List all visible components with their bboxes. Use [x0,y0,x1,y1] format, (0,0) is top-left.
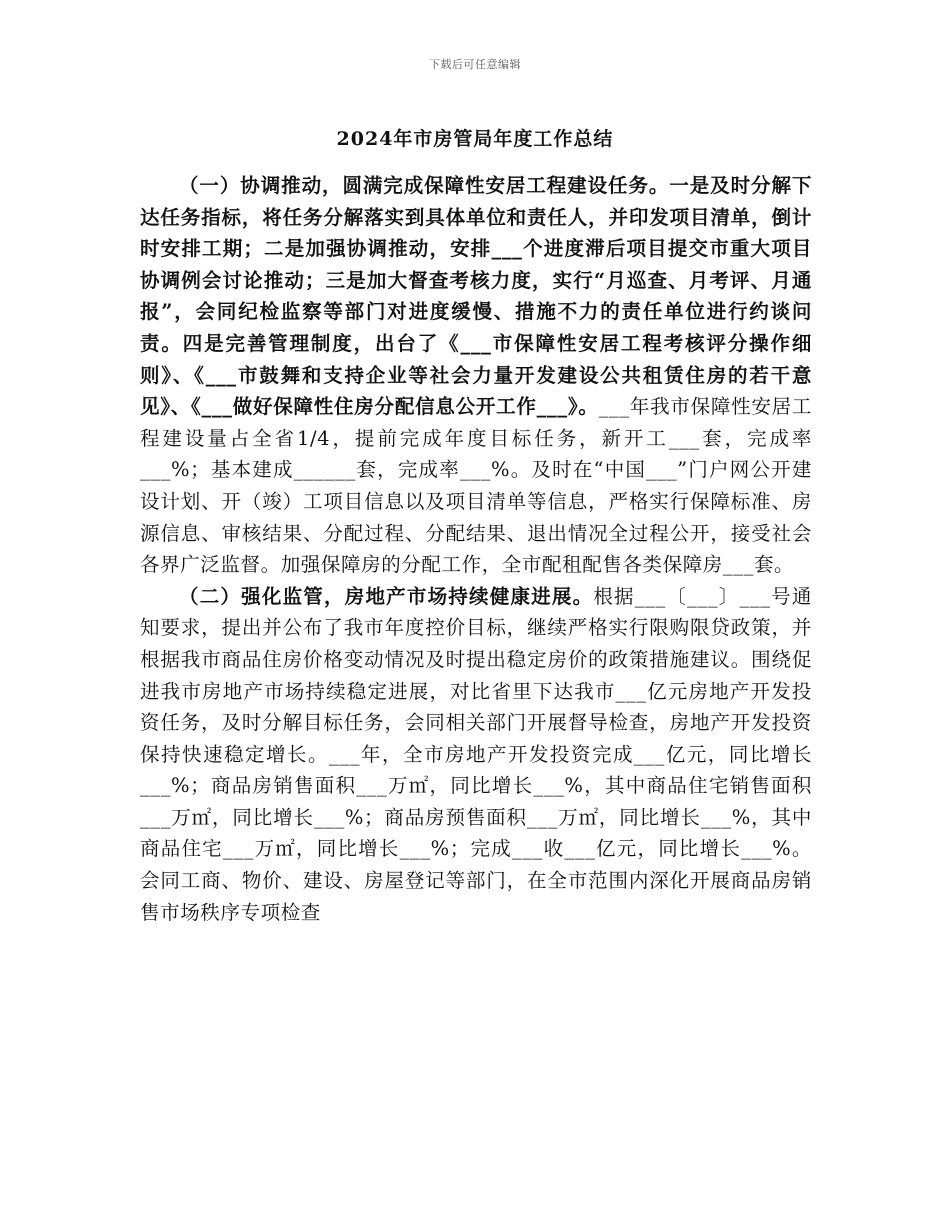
paragraph-1-heading: （一）协调推动，圆满完成保障性安居工程建设任务。一是及时分解下达任务指标，将任务分解落实到具体单位和责任人，并印发项目清单，倒计时安排工期；二是加强协调推动，安排___个进度滞后项目提交市重大项目协调例会讨论推动；三是加大督查考核力度，实行“月巡查、月考评、月通报”，会同纪检监察等部门对进度缓慢、措施不力的责任单位进行约谈问责。四是完善管理制度，出台了《___市保障性安居工程考核评分操作细则》、《___市鼓舞和支持企业等社会力量开发建设公共租赁住房的若干意见》、《___做好保障性住房分配信息公开工作___》。 [140,174,812,419]
paragraph-2 [140,581,812,929]
paragraph-1-body: ___年我市保障性安居工程建设量占全省1/4，提前完成年度目标任务，新开工___套，完成率___%；基本建成______套，完成率___%。及时在“中国___”门户网公开建设计划、开（竣）工项目信息以及项目清单等信息，严格实行保障标准、房源信息、审核结果、分配过程、分配结果、退出情况全过程公开，接受社会各界广泛监督。加强保障房的分配工作，全市配租配售各类保障房___套。 [140,395,813,577]
paragraph-2-body: 根据___〔___〕___号通知要求，提出并公布了我市年度控价目标，继续严格实行限购限贷政策，并根据我市商品住房价格变动情况及时提出稳定房价的政策措施建议。围绕促进我市房地产市场持续稳定进展，对比省里下达我市___亿元房地产开发投资任务，及时分解目标任务，会同相关部门开展督导检查，房地产开发投资保持快速稳定增长。___年，全市房地产开发投资完成___亿元，同比增长___%；商品房销售面积___万㎡，同比增长___%，其中商品住宅销售面积___万㎡，同比增长___%；商品房预售面积___万㎡，同比增长___%，其中商品住宅___万㎡，同比增长___%；完成___收___亿元，同比增长___%。会同工商、物价、建设、房屋登记等部门，在全市范围内深化开展商品房销售市场秩序专项检查 [140,584,812,924]
paragraph-1 [140,170,812,581]
document-body [140,170,812,928]
paragraph-2-heading: （二）强化监管，房地产市场持续健康进展。 [179,584,594,608]
header-note: 下载后可任意编辑 [429,58,521,71]
page-title: 2024年市房管局年度工作总结 [336,128,614,150]
